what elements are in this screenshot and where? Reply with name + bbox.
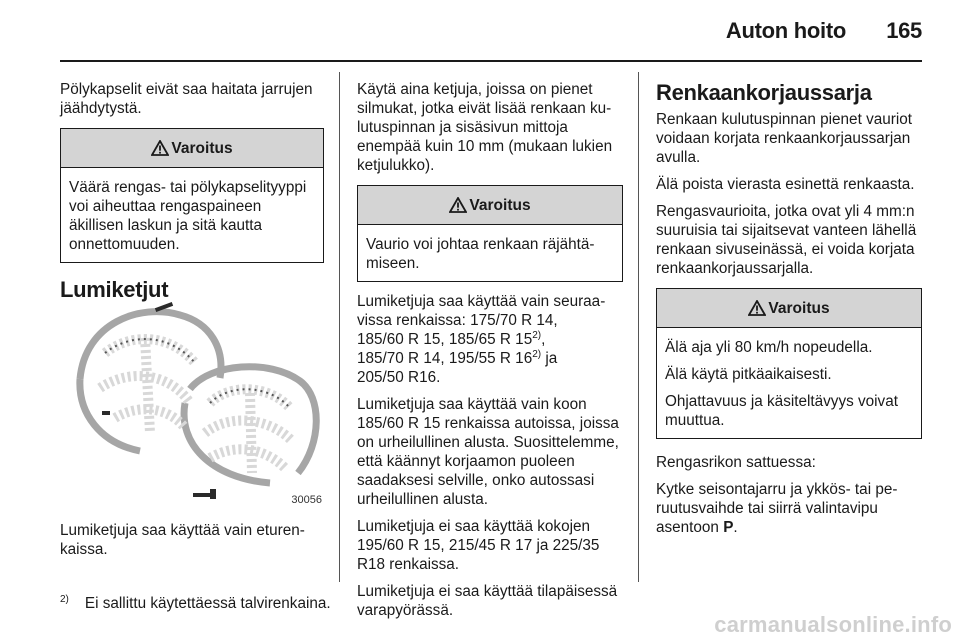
warning-body [657, 328, 921, 438]
warning-title: Varoitus [171, 139, 233, 157]
chains-paragraph-1: Käytä aina ketjuja, joissa on pienet silmukat, jotka eivät lisää renkaan kulutuspinnan ja sisäsivun mittoja enempää kuin 10 mm (mukaan lukien ketjulukko). [357, 81, 613, 174]
warning-text: Vaurio voi johtaa renkaan räjähtämiseen. [366, 236, 595, 272]
repair-kit-paragraph-3: Rengasvaurioita, jotka ovat yli 4 mm:n suuruisia tai sijaitsevat vanteen lähellä renkaan sivuseinässä, ei voida korjata renkaankorjaussarjalla. [656, 203, 917, 277]
sport-suspension-paragraph: Lumiketjuja saa käyttää vain koon 185/60 R 15 renkaissa autoissa, joissa on urheilullinen alusta. Suosittelemme, että käännyt korjaamon puoleen saadaksesi selville, onko autossasi urheilullinen alusta. [357, 396, 619, 508]
warning-title: Varoitus [768, 299, 830, 317]
warning-text-handling: Ohjattavuus ja käsiteltävyys voivat muuttua. [665, 393, 898, 429]
spare-wheel-paragraph: Lumiketjuja ei saa käyttää tilapäisessä varapyörässä. [357, 583, 618, 619]
warning-box [357, 185, 623, 282]
flat-tire-paragraph: Rengasrikon sattuessa: [656, 454, 816, 471]
conjunction: ja [541, 350, 558, 367]
repair-kit-paragraph-1: Renkaan kulutuspinnan pienet vauriot voidaan korjata renkaankorjaussarjan avulla. [656, 111, 912, 166]
section-heading-repair-kit: Renkaankorjaussarja [656, 80, 872, 105]
gear-position-p: P [723, 519, 734, 536]
footnote-marker: 2) [60, 594, 69, 605]
page-number: 165 [886, 18, 922, 43]
prohibited-sizes-paragraph: Lumiketjuja ei saa käyttää kokojen 195/60 R 15, 215/45 R 17 ja 225/35 R18 renkaissa. [357, 518, 600, 573]
warning-text: Väärä rengas- tai pölykapselityyppi voi aiheuttaa rengaspaineen äkillisen laskun ja sitä kautta onnettomuuden. [69, 179, 307, 253]
tire-sizes-line-2: 185/60 R 15, 185/65 R 15 [357, 331, 533, 348]
parking-brake-text: Kytke seisontajarru ja ykkös- tai peruutusvaihde tai siirrä valintavipu asentoon [656, 481, 898, 536]
warning-body [358, 225, 622, 281]
punctuation: . [733, 519, 738, 536]
warning-box [60, 128, 324, 263]
front-wheels-paragraph: Lumiketjuja saa käyttää vain eturenkaissa. [60, 522, 305, 558]
warning-triangle-icon [151, 140, 169, 156]
warning-triangle-icon [449, 197, 467, 213]
section-heading-snow-chains: Lumiketjut [60, 277, 169, 302]
column-divider-2 [638, 72, 639, 582]
column-1-bottom [60, 521, 324, 567]
warning-text-speed: Älä aja yli 80 km/h nopeudella. [665, 339, 873, 356]
watermark: carmanualsonline.info [714, 612, 952, 637]
warning-title: Varoitus [469, 196, 531, 214]
footnote-text: Ei sallittu käytettäessä talvirenkaina. [84, 595, 331, 612]
warning-header [657, 289, 921, 328]
intro-paragraph: Pölykapselit eivät saa haitata jarrujen jäähdytystä. [60, 81, 313, 117]
parking-brake-paragraph [656, 480, 922, 537]
warning-body [61, 168, 323, 262]
warning-text-duration: Älä käytä pitkäaikaisesti. [665, 366, 832, 383]
repair-kit-paragraph-2: Älä poista vierasta esinettä renkaasta. [656, 176, 915, 193]
column-2 [357, 80, 623, 628]
header-rule [60, 60, 922, 62]
warning-box [656, 288, 922, 439]
tire-sizes-line-3: 185/70 R 14, 195/55 R 16 [357, 350, 533, 367]
footnote [60, 590, 331, 613]
punctuation: , [541, 331, 546, 348]
footnote-reference: 2) [532, 330, 542, 341]
column-divider-1 [339, 72, 340, 582]
column-3 [656, 80, 922, 545]
column-1 [60, 80, 324, 303]
footnote-reference: 2) [532, 349, 542, 360]
running-header-title: Auton hoito [725, 18, 846, 43]
tire-sizes-line-4: 205/50 R16. [357, 369, 441, 386]
figure-number: 30056 [291, 494, 322, 505]
warning-triangle-icon [748, 300, 766, 316]
warning-header [358, 186, 622, 225]
snow-chain-illustration [60, 293, 324, 505]
tire-sizes-paragraph [357, 292, 623, 387]
tire-sizes-line-1: Lumiketjuja saa käyttää vain seuraavissa renkaissa: 175/70 R 14, [357, 293, 606, 329]
warning-header [61, 129, 323, 168]
